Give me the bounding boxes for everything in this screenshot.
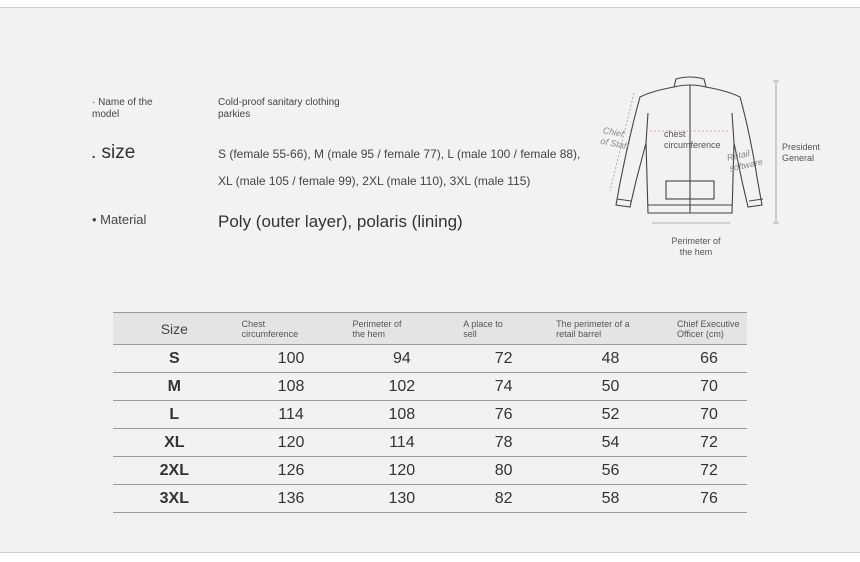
- cell-place: 74: [457, 373, 550, 401]
- cell-place: 76: [457, 401, 550, 429]
- header-retail-barrel: The perimeter of a retail barrel: [550, 313, 671, 345]
- cell-ceo: 70: [671, 401, 747, 429]
- cell-ceo: 76: [671, 485, 747, 513]
- cell-ceo: 72: [671, 429, 747, 457]
- cell-size: 2XL: [113, 457, 236, 485]
- table-row: [113, 373, 747, 401]
- cell-hem: 130: [346, 485, 457, 513]
- size-table: [113, 312, 747, 513]
- president-general-label: President General: [782, 142, 821, 163]
- cell-barrel: 48: [550, 345, 671, 373]
- table-header-row: [113, 313, 747, 345]
- cell-barrel: 56: [550, 457, 671, 485]
- cell-place: 80: [457, 457, 550, 485]
- chest-circumference-label: chest circumference: [664, 129, 721, 150]
- table-row: [113, 429, 747, 457]
- cell-size: S: [113, 345, 236, 373]
- header-place-to-sell: A place to sell: [457, 313, 550, 345]
- material-value: Poly (outer layer), polaris (lining): [218, 212, 463, 231]
- cell-ceo: 72: [671, 457, 747, 485]
- cell-hem: 94: [346, 345, 457, 373]
- cell-chest: 100: [236, 345, 347, 373]
- cell-ceo: 66: [671, 345, 747, 373]
- cell-barrel: 52: [550, 401, 671, 429]
- size-line-1: S (female 55-66), M (male 95 / female 77), L (male 100 / female 88),: [218, 147, 581, 161]
- cell-barrel: 58: [550, 485, 671, 513]
- header-chest: Chest circumference: [236, 313, 347, 345]
- hem-perimeter-label: Perimeter of the hem: [671, 236, 721, 257]
- cell-chest: 108: [236, 373, 347, 401]
- jacket-illustration: [590, 73, 830, 263]
- header-hem: Perimeter of the hem: [346, 313, 457, 345]
- cell-hem: 102: [346, 373, 457, 401]
- table-row: [113, 345, 747, 373]
- size-line-2: XL (male 105 / female 99), 2XL (male 110), 3XL (male 115): [218, 174, 531, 188]
- cell-hem: 120: [346, 457, 457, 485]
- cell-ceo: 70: [671, 373, 747, 401]
- header-size: Size: [113, 313, 236, 345]
- size-label: . size: [91, 142, 136, 163]
- cell-chest: 120: [236, 429, 347, 457]
- cell-size: M: [113, 373, 236, 401]
- header-ceo: Chief Executive Officer (cm): [671, 313, 747, 345]
- cell-size: L: [113, 401, 236, 429]
- jacket-diagram: [590, 73, 830, 263]
- cell-place: 78: [457, 429, 550, 457]
- table-row: [113, 401, 747, 429]
- cell-barrel: 54: [550, 429, 671, 457]
- table-row: [113, 485, 747, 513]
- chief-of-staff-label: Chief of Staff: [599, 125, 630, 152]
- cell-chest: 136: [236, 485, 347, 513]
- product-spec-panel: [0, 7, 860, 553]
- cell-chest: 126: [236, 457, 347, 485]
- cell-hem: 108: [346, 401, 457, 429]
- cell-barrel: 50: [550, 373, 671, 401]
- cell-chest: 114: [236, 401, 347, 429]
- table-row: [113, 457, 747, 485]
- cell-hem: 114: [346, 429, 457, 457]
- cell-place: 82: [457, 485, 550, 513]
- retail-software-label: Retail software: [726, 148, 764, 174]
- model-name-label: · Name of the model: [92, 97, 153, 120]
- material-label: • Material: [92, 212, 147, 227]
- model-name-value: Cold-proof sanitary clothing parkies: [218, 97, 340, 120]
- cell-place: 72: [457, 345, 550, 373]
- cell-size: 3XL: [113, 485, 236, 513]
- cell-size: XL: [113, 429, 236, 457]
